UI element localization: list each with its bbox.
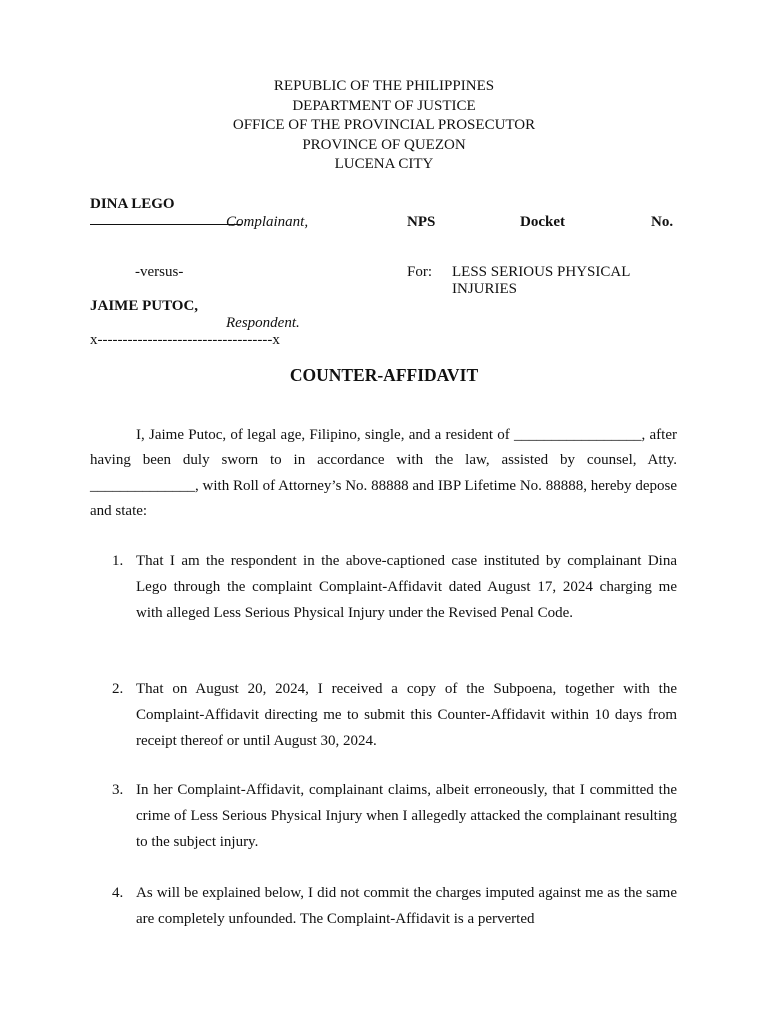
complainant-role: Complainant, xyxy=(226,214,309,230)
offense-line-1: LESS SERIOUS PHYSICAL xyxy=(452,264,631,280)
letterhead-line-city: LUCENA CITY xyxy=(334,156,434,173)
letterhead xyxy=(0,77,768,175)
list-item xyxy=(90,778,677,855)
offense-line-2: INJURIES xyxy=(452,281,518,297)
paragraph-text: That on August 20, 2024, I received a copy of the Subpoena, together with the Complaint-Affidavit directing me to submit this Counter-Affidavit within 10 days from receipt thereof or until August 30, 2024. xyxy=(136,681,677,749)
docket-number-blank xyxy=(90,224,242,225)
paragraph-number: 4. xyxy=(112,885,124,901)
letterhead-line-province: PROVINCE OF QUEZON xyxy=(302,136,466,153)
docket-no-label: No. xyxy=(651,214,674,230)
versus-label: -versus- xyxy=(135,264,184,280)
list-item xyxy=(90,549,677,626)
list-item xyxy=(90,677,677,754)
letterhead-line-office: OFFICE OF THE PROVINCIAL PROSECUTOR xyxy=(232,117,536,134)
letterhead-line-department: DEPARTMENT OF JUSTICE xyxy=(292,97,476,114)
letterhead-line-republic: REPUBLIC OF THE PHILIPPINES xyxy=(273,78,495,94)
docket-nps: NPS xyxy=(407,214,436,230)
paragraph-text: As will be explained below, I did not commit the charges imputed against me as the same are completely unfounded. The Complaint-Affidavit is a perverted xyxy=(136,885,677,927)
intro-paragraph: I, Jaime Putoc, of legal age, Filipino, single, and a resident of _________________, after having been duly sworn to in accordance with the law, assisted by counsel, Atty. ______________, with Roll of Attorney’s No. 88888 and IBP Lifetime No. 88888, hereby depose and state: xyxy=(90,427,677,520)
complainant-name: DINA LEGO xyxy=(90,196,175,212)
docket-label: Docket xyxy=(520,214,565,230)
paragraph-number: 3. xyxy=(112,782,124,798)
respondent-name: JAIME PUTOC, xyxy=(90,298,199,314)
caption-separator: x-----------------------------------x xyxy=(90,332,280,348)
respondent-role: Respondent. xyxy=(226,315,300,331)
list-item xyxy=(90,881,677,933)
paragraph-text: That I am the respondent in the above-captioned case instituted by complainant Dina Lego through the complaint Complaint-Affidavit dated August 17, 2024 charging me with alleged Less Serious Physical Injury under the Revised Penal Code. xyxy=(136,553,677,621)
document-title: COUNTER-AFFIDAVIT xyxy=(289,365,479,385)
for-label: For: xyxy=(407,264,433,280)
paragraph-number: 1. xyxy=(112,553,124,569)
paragraph-text: In her Complaint-Affidavit, complainant claims, albeit erroneously, that I committed the crime of Less Serious Physical Injury when I allegedly attacked the complainant resulting to the subject injury. xyxy=(136,782,677,850)
paragraph-number: 2. xyxy=(112,681,124,697)
